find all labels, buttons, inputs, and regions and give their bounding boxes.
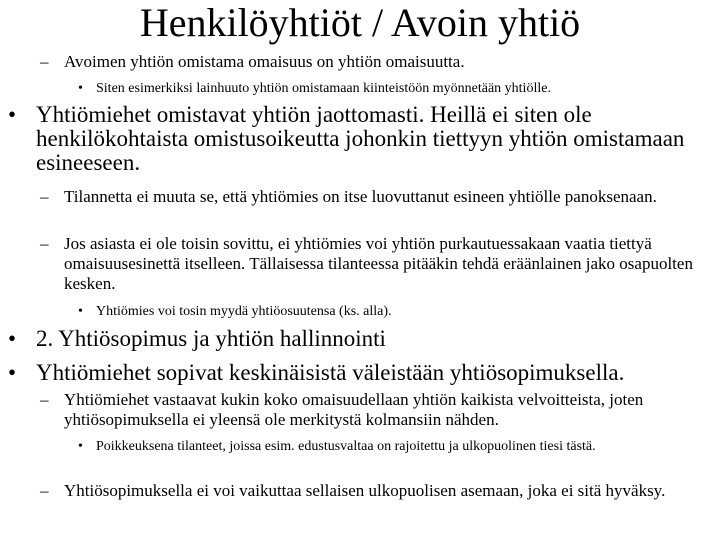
bullet-marker: •	[78, 304, 83, 319]
bullet-marker: •	[78, 439, 83, 454]
bullet-marker: •	[8, 326, 17, 351]
bullet-text: Poikkeuksena tilanteet, joissa esim. edustusvaltaa on rajoitettu ja ulkopuolinen tiesi tästä.	[96, 439, 596, 454]
bullet-text: Yhtiömiehet omistavat yhtiön jaottomasti. Heillä ei siten ole henkilökohtaista omistusoikeutta johonkin tiettyyn yhtiön omistamaan esineeseen.	[36, 102, 685, 175]
bullet-marker: •	[78, 81, 83, 96]
dash-marker: –	[40, 481, 49, 500]
bullet-marker: •	[8, 360, 17, 385]
main-bullet	[8, 327, 716, 351]
sub-sub-bullet	[78, 438, 710, 455]
bullet-text: Yhtiömiehet vastaavat kukin koko omaisuudellaan yhtiön kaikista velvoitteista, joten yhtiösopimuksella ei yleensä ole merkitystä kolmansiin nähden.	[64, 390, 644, 429]
dash-marker: –	[40, 390, 49, 409]
sub-sub-bullet	[78, 303, 698, 320]
main-bullet	[8, 103, 716, 175]
sub-bullet	[40, 52, 700, 72]
dash-marker: –	[40, 52, 49, 71]
bullet-text: 2. Yhtiösopimus ja yhtiön hallinnointi	[36, 326, 386, 351]
sub-bullet	[40, 234, 710, 294]
main-bullet	[8, 361, 716, 385]
bullet-text: Yhtiömies voi tosin myydä yhtiöosuutensa (ks. alla).	[96, 304, 392, 319]
bullet-text: Jos asiasta ei ole toisin sovittu, ei yhtiömies voi yhtiön purkautuessakaan vaatia tiettyä omaisuusesinettä itselleen. Tällaisessa tilanteessa pitääkin tehdä eräänlainen jako osapuolten kesken.	[64, 234, 693, 293]
sub-bullet	[40, 481, 710, 501]
bullet-text: Tilannetta ei muuta se, että yhtiömies on itse luovuttanut esineen yhtiölle panoksenaan.	[64, 187, 657, 206]
bullet-text: Avoimen yhtiön omistama omaisuus on yhtiön omaisuutta.	[64, 52, 465, 71]
bullet-text: Yhtiömiehet sopivat keskinäisistä väleistään yhtiösopimuksella.	[36, 360, 625, 385]
sub-bullet	[40, 390, 710, 430]
slide-title: Henkilöyhtiöt / Avoin yhtiö	[139, 0, 581, 45]
dash-marker: –	[40, 234, 49, 253]
bullet-text: Yhtiösopimuksella ei voi vaikuttaa sellaisen ulkopuolisen asemaan, joka ei sitä hyväksy.	[64, 481, 666, 500]
bullet-text: Siten esimerkiksi lainhuuto yhtiön omistamaan kiinteistöön myönnetään yhtiölle.	[96, 81, 551, 96]
sub-bullet	[40, 187, 700, 207]
bullet-marker: •	[8, 102, 17, 127]
sub-sub-bullet	[78, 80, 710, 97]
dash-marker: –	[40, 187, 49, 206]
